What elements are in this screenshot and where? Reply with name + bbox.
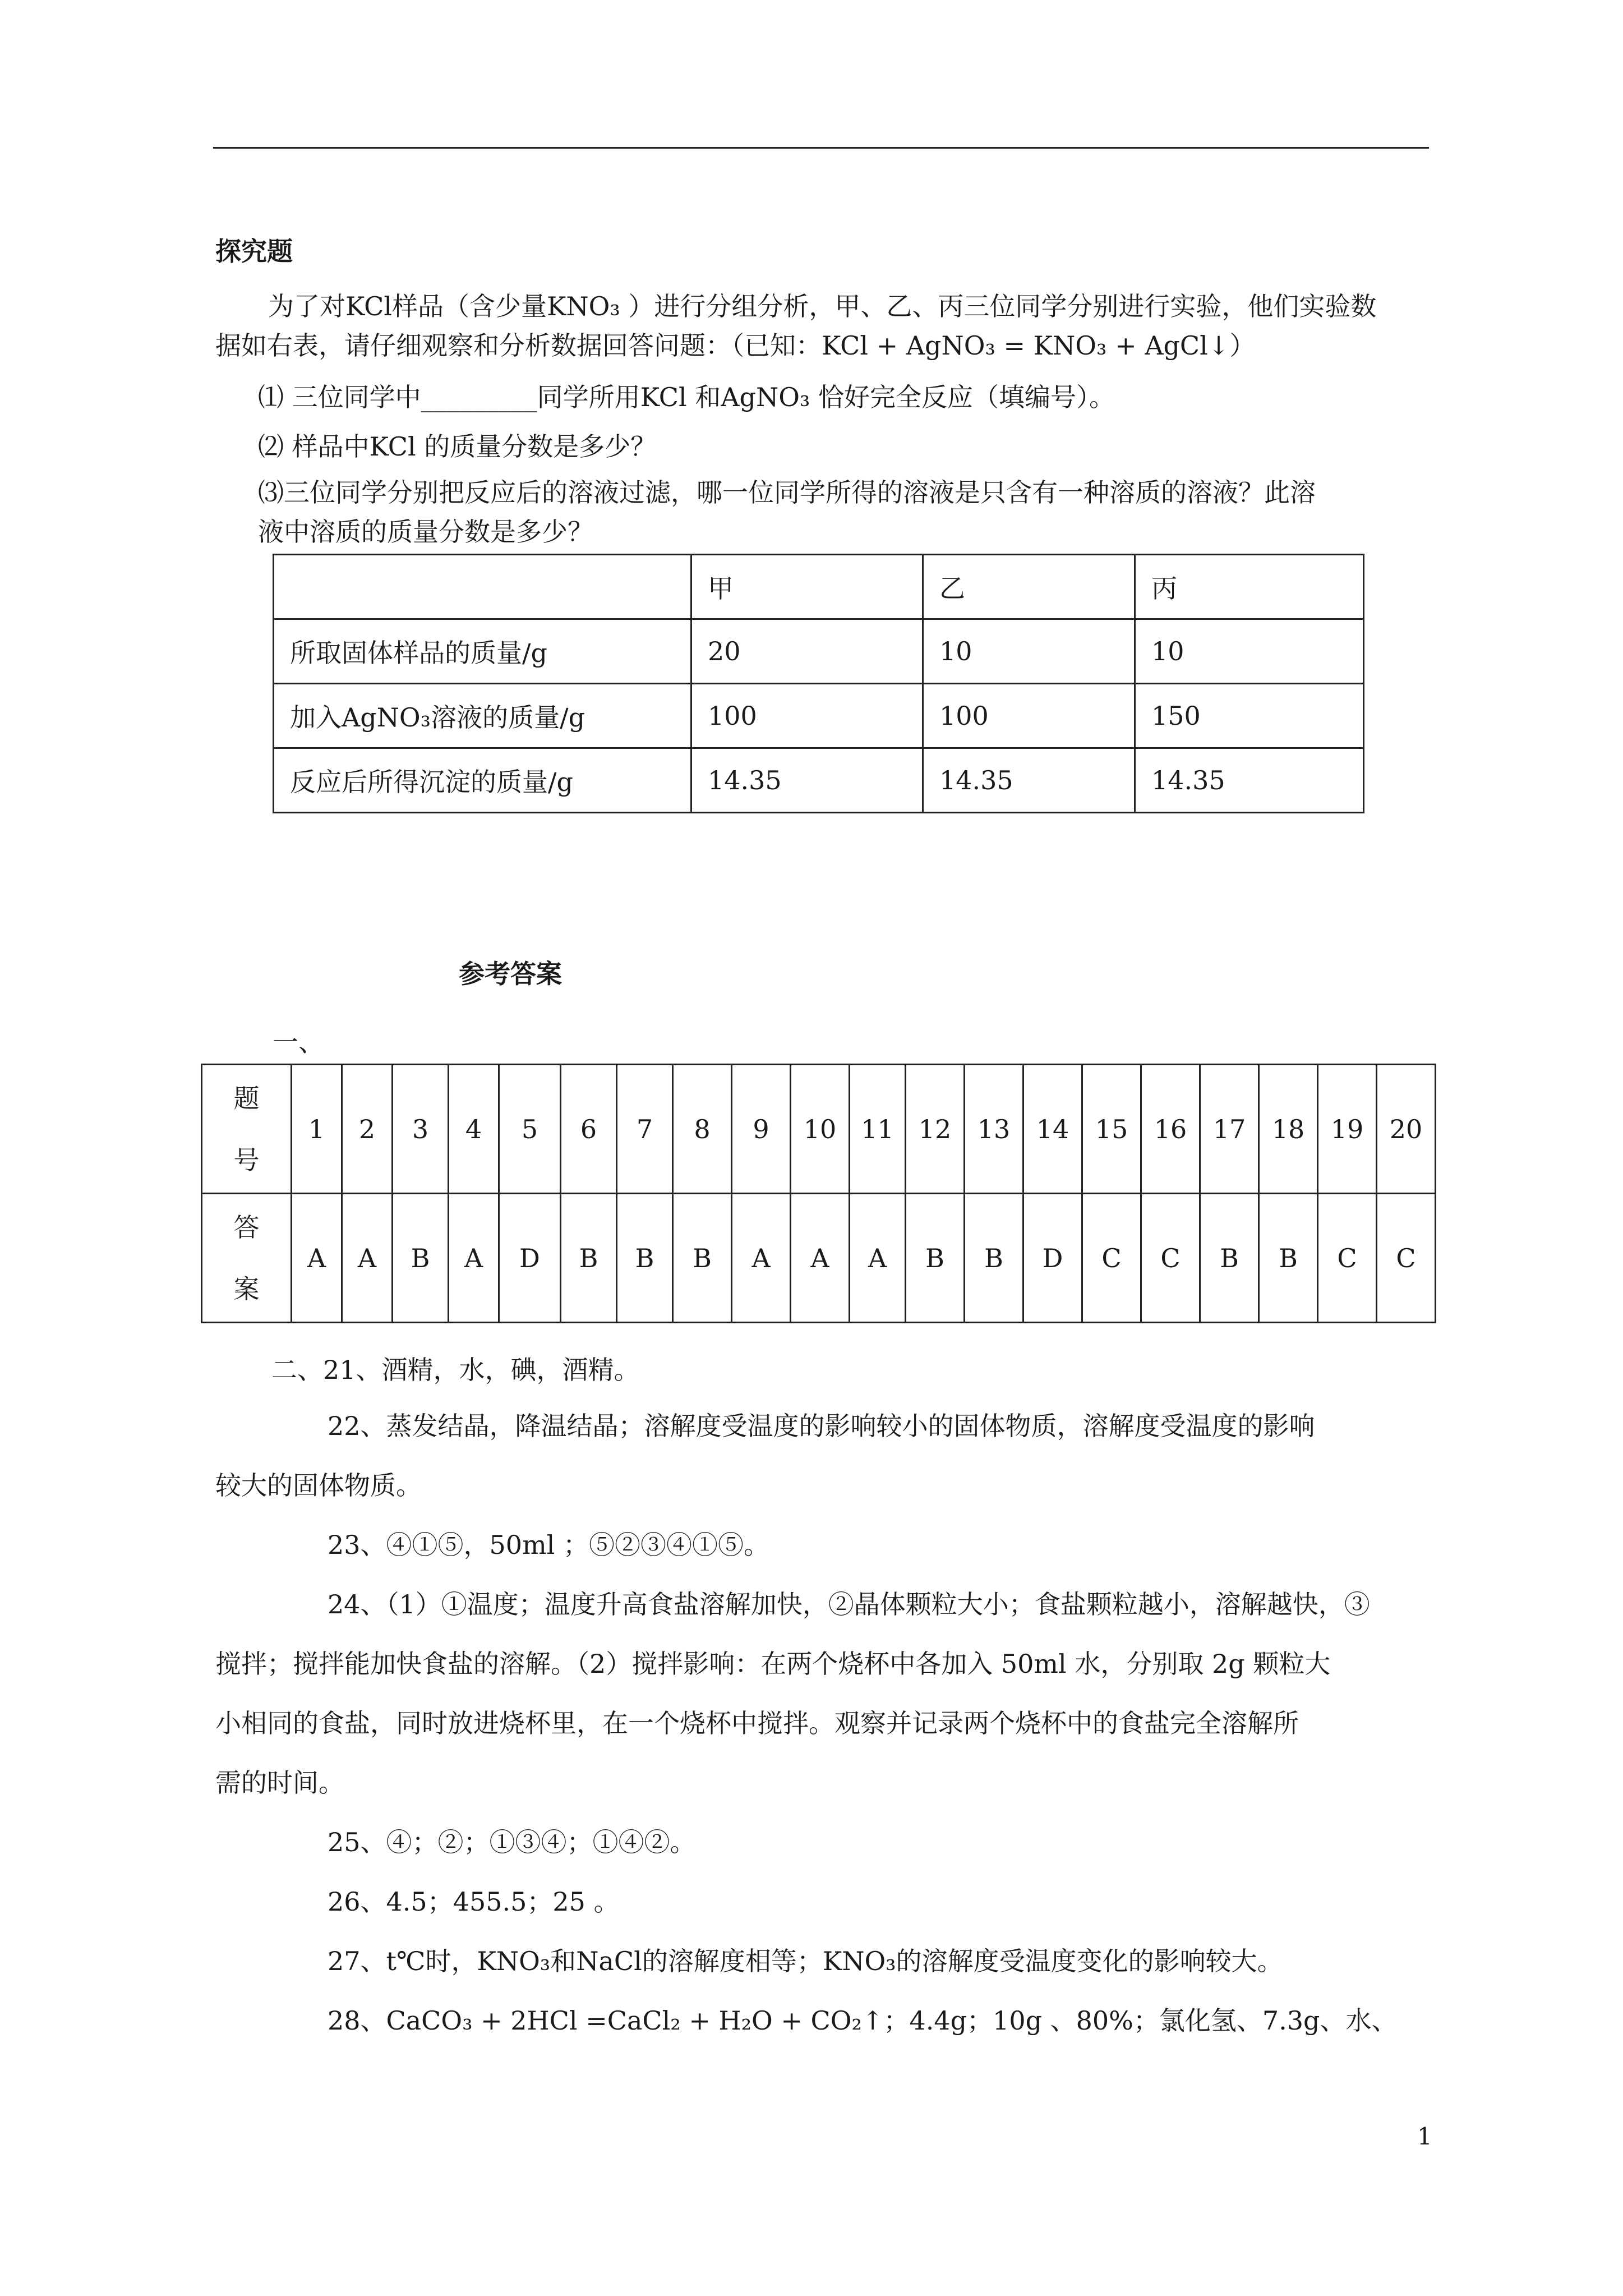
answer-cell: A xyxy=(292,1194,342,1323)
question-number-cell: 19 xyxy=(1318,1065,1377,1194)
answer-cell: B xyxy=(1259,1194,1318,1323)
table-cell: 14.35 xyxy=(1135,748,1364,813)
answer-cell: B xyxy=(393,1194,449,1323)
question-number-cell: 3 xyxy=(393,1065,449,1194)
answer-cell: A xyxy=(732,1194,791,1323)
question-number-cell: 16 xyxy=(1141,1065,1200,1194)
answer-line: 小相同的食盐，同时放进烧杯里，在一个烧杯中搅拌。观察并记录两个烧杯中的食盐完全溶解所 xyxy=(215,1708,1299,1738)
table-header-cell: 甲 xyxy=(691,555,923,619)
table-row-label: 所取固体样品的质量/g xyxy=(274,619,691,684)
answer-line: 23、④①⑤，50ml ；⑤②③④①⑤。 xyxy=(328,1530,770,1560)
table-row xyxy=(274,748,1364,813)
question-number-cell: 14 xyxy=(1023,1065,1082,1194)
intro-line-2: 据如右表，请仔细观察和分析数据回答问题：（已知：KCl + AgNO₃ = KNO₃ + AgCl↓） xyxy=(215,330,1256,361)
answer-cell: A xyxy=(850,1194,906,1323)
question-number-row xyxy=(202,1065,1436,1194)
label-char: 号 xyxy=(233,1144,260,1175)
section-one-label: 一、 xyxy=(273,1027,324,1057)
header-rule xyxy=(213,147,1429,149)
question-number-cell: 4 xyxy=(449,1065,499,1194)
answer-line: 24、（1）①温度；温度升高食盐溶解加快，②晶体颗粒大小；食盐颗粒越小，溶解越快，③ xyxy=(328,1589,1370,1619)
question-number-cell: 18 xyxy=(1259,1065,1318,1194)
question-number-cell: 5 xyxy=(499,1065,561,1194)
question-1: ⑴ 三位同学中_________同学所用KCl 和AgNO₃ 恰好完全反应（填编号）。 xyxy=(258,382,1115,412)
answer-cell: D xyxy=(499,1194,561,1323)
table-cell: 10 xyxy=(923,619,1135,684)
table-header-cell: 乙 xyxy=(923,555,1135,619)
page-number: 1 xyxy=(1417,2123,1432,2150)
question-number-cell: 20 xyxy=(1377,1065,1436,1194)
answer-cell: B xyxy=(965,1194,1023,1323)
answer-cell: A xyxy=(342,1194,393,1323)
answer-line: 26、4.5；455.5；25 。 xyxy=(328,1887,620,1917)
question-3-line-1: ⑶三位同学分别把反应后的溶液过滤，哪一位同学所得的溶液是只含有一种溶质的溶液？此溶 xyxy=(258,477,1316,508)
table-cell: 20 xyxy=(691,619,923,684)
answer-line: 二、21、酒精，水，碘，酒精。 xyxy=(271,1355,640,1385)
table-row xyxy=(274,684,1364,748)
question-number-cell: 12 xyxy=(906,1065,965,1194)
question-number-cell: 9 xyxy=(732,1065,791,1194)
answers-title: 参考答案 xyxy=(459,959,562,989)
answer-cell: C xyxy=(1318,1194,1377,1323)
table-cell: 150 xyxy=(1135,684,1364,748)
answer-cell: B xyxy=(906,1194,965,1323)
answer-line: 搅拌；搅拌能加快食盐的溶解。（2）搅拌影响：在两个烧杯中各加入 50ml 水，分别取 2g 颗粒大 xyxy=(215,1649,1331,1679)
section-heading: 探究题 xyxy=(215,236,293,266)
question-number-cell: 1 xyxy=(292,1065,342,1194)
table-header-row xyxy=(274,555,1364,619)
answer-cell: D xyxy=(1023,1194,1082,1323)
label-char: 案 xyxy=(233,1273,260,1304)
answer-cell: C xyxy=(1141,1194,1200,1323)
table-row-label: 反应后所得沉淀的质量/g xyxy=(274,748,691,813)
answer-line: 28、CaCO₃ + 2HCl =CaCl₂ + H₂O + CO₂↑；4.4g；10g 、80%；氯化氢、7.3g、水、 xyxy=(328,2005,1398,2036)
answer-cell: B xyxy=(673,1194,732,1323)
answer-cell: A xyxy=(791,1194,850,1323)
question-number-cell: 7 xyxy=(617,1065,673,1194)
table-cell: 100 xyxy=(923,684,1135,748)
question-number-cell: 17 xyxy=(1200,1065,1259,1194)
intro-line-1: 为了对KCl样品（含少量KNO₃ ）进行分组分析，甲、乙、丙三位同学分别进行实验，他们实验数 xyxy=(268,291,1377,321)
answer-row xyxy=(202,1194,1436,1323)
question-number-cell: 10 xyxy=(791,1065,850,1194)
question-number-cell: 15 xyxy=(1082,1065,1141,1194)
answer-cell: B xyxy=(617,1194,673,1323)
question-number-cell: 8 xyxy=(673,1065,732,1194)
table-row xyxy=(274,619,1364,684)
table-cell: 100 xyxy=(691,684,923,748)
table-cell: 10 xyxy=(1135,619,1364,684)
answer-line: 22、蒸发结晶，降温结晶；溶解度受温度的影响较小的固体物质，溶解度受温度的影响 xyxy=(328,1411,1315,1441)
question-number-cell: 11 xyxy=(850,1065,906,1194)
label-char: 答 xyxy=(233,1212,260,1243)
answer-line: 需的时间。 xyxy=(215,1768,344,1798)
answer-line: 25、④；②；①③④；①④②。 xyxy=(328,1827,696,1857)
answer-label xyxy=(202,1194,292,1323)
answer-key-table xyxy=(201,1064,1436,1323)
table-cell: 14.35 xyxy=(923,748,1135,813)
answer-cell: C xyxy=(1377,1194,1436,1323)
table-header-cell xyxy=(274,555,691,619)
experiment-data-table xyxy=(273,554,1364,813)
question-number-cell: 2 xyxy=(342,1065,393,1194)
answer-line: 较大的固体物质。 xyxy=(215,1470,422,1501)
table-row-label: 加入AgNO₃溶液的质量/g xyxy=(274,684,691,748)
question-number-label xyxy=(202,1065,292,1194)
answer-cell: B xyxy=(561,1194,617,1323)
answer-cell: B xyxy=(1200,1194,1259,1323)
answer-line: 27、t℃时，KNO₃和NaCl的溶解度相等；KNO₃的溶解度受温度变化的影响较大。 xyxy=(328,1946,1283,1976)
answer-cell: C xyxy=(1082,1194,1141,1323)
label-char: 题 xyxy=(233,1083,260,1114)
question-2: ⑵ 样品中KCl 的质量分数是多少？ xyxy=(258,431,657,462)
question-number-cell: 13 xyxy=(965,1065,1023,1194)
question-3-line-2: 液中溶质的质量分数是多少？ xyxy=(258,517,593,547)
question-number-cell: 6 xyxy=(561,1065,617,1194)
table-cell: 14.35 xyxy=(691,748,923,813)
table-header-cell: 丙 xyxy=(1135,555,1364,619)
answer-cell: A xyxy=(449,1194,499,1323)
